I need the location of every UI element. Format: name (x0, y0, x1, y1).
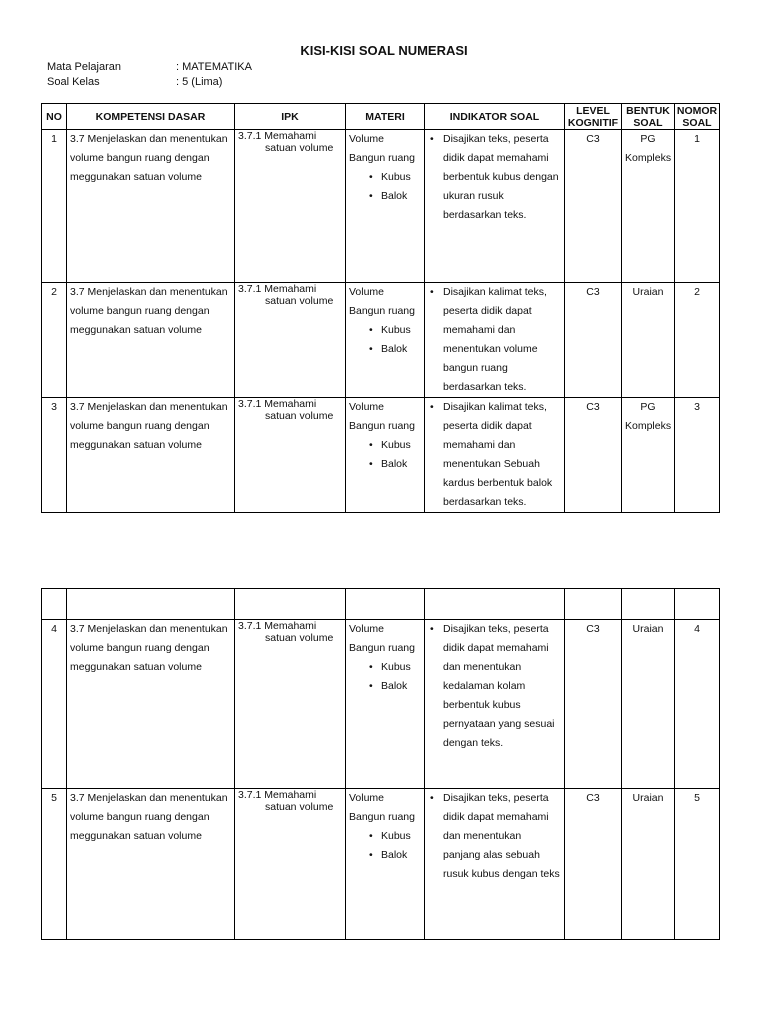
row-no: 1 (42, 130, 67, 283)
row-ipk (235, 398, 346, 513)
row-nomor: 3 (675, 398, 720, 513)
meta-subject-value: : MATEMATIKA (176, 61, 252, 73)
row-no: 5 (42, 789, 67, 940)
row-level: C3 (565, 789, 622, 940)
materi-item-balok: • Balok (369, 340, 421, 359)
row-level: C3 (565, 398, 622, 513)
row-kd: 3.7 Menjelaskan dan menentukan volume bangun ruang dengan meggunakan satuan volume (67, 130, 235, 283)
row-nomor: 2 (675, 283, 720, 398)
row-indikator (425, 130, 565, 283)
header-ipk: IPK (235, 104, 346, 130)
row-materi-text: Volume Bangun ruang (349, 792, 415, 823)
materi-item-balok: • Balok (369, 455, 421, 474)
empty-cell (42, 589, 67, 620)
kisi-table-1 (41, 103, 720, 513)
indikator-text: • Disajikan kalimat teks, peserta didik dapat memahami dan menentukan Sebuah kardus berbentuk balok berdasarkan teks. (443, 398, 561, 512)
empty-cell (346, 589, 425, 620)
materi-item-kubus: • Kubus (369, 321, 421, 340)
empty-row (42, 589, 720, 620)
header-level-line2: KOGNITIF (567, 116, 619, 129)
table-row (42, 398, 720, 513)
indikator-text: • Disajikan teks, peserta didik dapat memahami dan menentukan kedalaman kolam berbentuk kubus pernyataan yang sesuai dengan teks. (443, 620, 561, 753)
row-bentuk: Uraian (622, 283, 675, 398)
row-materi (346, 130, 425, 283)
row-no: 4 (42, 620, 67, 789)
row-indikator (425, 398, 565, 513)
header-nomor (675, 104, 720, 130)
row-nomor: 5 (675, 789, 720, 940)
row-level: C3 (565, 130, 622, 283)
header-no: NO (42, 104, 67, 130)
row-ipk-line2: satuan volume (265, 632, 334, 644)
materi-item-balok: • Balok (369, 846, 421, 865)
indikator-text: • Disajikan kalimat teks, peserta didik dapat memahami dan menentukan volume bangun ruang berdasarkan teks. (443, 283, 561, 397)
row-bentuk: Uraian (622, 789, 675, 940)
row-ipk-line2: satuan volume (265, 142, 334, 154)
materi-item-kubus: • Kubus (369, 168, 421, 187)
row-no: 2 (42, 283, 67, 398)
row-kd: 3.7 Menjelaskan dan menentukan volume bangun ruang dengan meggunakan satuan volume (67, 283, 235, 398)
empty-cell (675, 589, 720, 620)
indikator-text: • Disajikan teks, peserta didik dapat memahami dan menentukan panjang alas sebuah rusuk kubus dengan teks (443, 789, 561, 884)
row-ipk (235, 283, 346, 398)
row-ipk-line1: 3.7.1 Memahami (238, 398, 317, 410)
row-indikator (425, 283, 565, 398)
row-ipk (235, 789, 346, 940)
row-ipk (235, 130, 346, 283)
row-ipk-line2: satuan volume (265, 295, 334, 307)
row-materi-text: Volume Bangun ruang (349, 133, 415, 164)
empty-cell (565, 589, 622, 620)
row-ipk-line2: satuan volume (265, 410, 334, 422)
meta-subject (47, 61, 252, 73)
row-level: C3 (565, 283, 622, 398)
header-materi: MATERI (346, 104, 425, 130)
row-materi (346, 283, 425, 398)
row-bentuk: Uraian (622, 620, 675, 789)
table-row (42, 130, 720, 283)
header-indikator: INDIKATOR SOAL (425, 104, 565, 130)
row-level: C3 (565, 620, 622, 789)
row-materi-text: Volume Bangun ruang (349, 286, 415, 317)
header-bentuk-line2: SOAL (633, 116, 663, 129)
row-ipk-line1: 3.7.1 Memahami (238, 789, 317, 801)
indikator-text: • Disajikan teks, peserta didik dapat memahami berbentuk kubus dengan ukuran rusuk berdasarkan teks. (443, 130, 561, 225)
header-nomor-line2: SOAL (682, 116, 712, 129)
header-nomor-line1: NOMOR (676, 104, 718, 117)
row-ipk-line2: satuan volume (265, 801, 334, 813)
row-ipk-line1: 3.7.1 Memahami (238, 283, 317, 295)
materi-item-kubus: • Kubus (369, 436, 421, 455)
header-level (565, 104, 622, 130)
header-level-line1: LEVEL (576, 104, 610, 117)
header-bentuk (622, 104, 675, 130)
row-nomor: 1 (675, 130, 720, 283)
row-bentuk: PG Kompleks (622, 398, 675, 513)
row-indikator (425, 789, 565, 940)
row-materi-text: Volume Bangun ruang (349, 401, 415, 432)
empty-cell (67, 589, 235, 620)
kisi-table-2 (41, 588, 720, 940)
meta-class (47, 76, 223, 88)
row-kd: 3.7 Menjelaskan dan menentukan volume bangun ruang dengan meggunakan satuan volume (67, 620, 235, 789)
row-materi (346, 398, 425, 513)
row-bentuk: PG Kompleks (622, 130, 675, 283)
materi-item-kubus: • Kubus (369, 658, 421, 677)
row-materi (346, 620, 425, 789)
empty-cell (622, 589, 675, 620)
materi-item-kubus: • Kubus (369, 827, 421, 846)
row-ipk (235, 620, 346, 789)
table-row (42, 620, 720, 789)
materi-item-balok: • Balok (369, 187, 421, 206)
table-row (42, 283, 720, 398)
table-header-row (42, 104, 720, 130)
row-nomor: 4 (675, 620, 720, 789)
empty-cell (235, 589, 346, 620)
meta-subject-label: Mata Pelajaran (47, 61, 121, 73)
meta-class-value: : 5 (Lima) (176, 76, 223, 88)
document-title: KISI-KISI SOAL NUMERASI (300, 43, 468, 58)
header-bentuk-line1: BENTUK (626, 104, 670, 117)
empty-cell (425, 589, 565, 620)
row-kd: 3.7 Menjelaskan dan menentukan volume bangun ruang dengan meggunakan satuan volume (67, 789, 235, 940)
materi-item-balok: • Balok (369, 677, 421, 696)
row-materi-text: Volume Bangun ruang (349, 623, 415, 654)
row-kd: 3.7 Menjelaskan dan menentukan volume bangun ruang dengan meggunakan satuan volume (67, 398, 235, 513)
row-ipk-line1: 3.7.1 Memahami (238, 130, 317, 142)
header-kd: KOMPETENSI DASAR (67, 104, 235, 130)
meta-class-label: Soal Kelas (47, 76, 100, 88)
row-materi (346, 789, 425, 940)
table-row (42, 789, 720, 940)
row-indikator (425, 620, 565, 789)
row-no: 3 (42, 398, 67, 513)
row-ipk-line1: 3.7.1 Memahami (238, 620, 317, 632)
